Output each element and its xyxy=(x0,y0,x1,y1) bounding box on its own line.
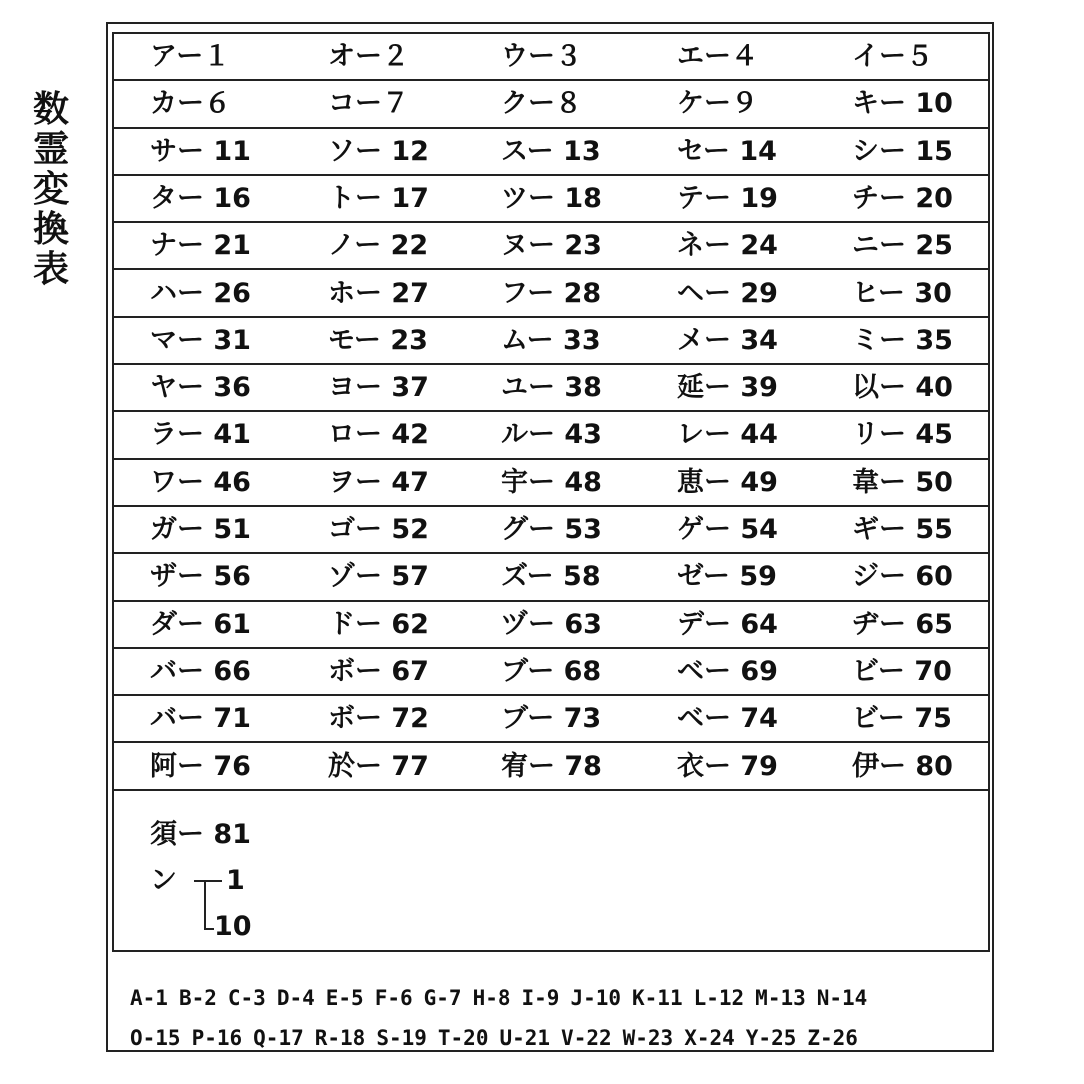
alphabet-item: Y-25 xyxy=(745,1026,797,1050)
table-cell: ヨー 37 xyxy=(328,372,429,404)
table-cell: ズー 58 xyxy=(501,561,601,593)
table-cell: ソー 12 xyxy=(328,135,429,167)
table-cell: ゾー 57 xyxy=(328,561,429,593)
table-row xyxy=(114,176,988,223)
alphabet-item: V-22 xyxy=(561,1026,612,1050)
table-cell: ブー 73 xyxy=(501,703,602,735)
table-row xyxy=(114,81,988,128)
table-cell: バー 71 xyxy=(150,703,251,735)
table-cell: ヤー 36 xyxy=(150,372,251,404)
table-cell: チー 20 xyxy=(852,182,953,214)
table-cell: グー 53 xyxy=(501,514,602,545)
title-char: 変 xyxy=(32,169,69,210)
table-cell: ゴー 52 xyxy=(328,514,429,545)
table-cell: ナー 21 xyxy=(150,230,251,262)
table-cell: ルー 43 xyxy=(501,419,602,451)
table-row xyxy=(114,34,988,81)
table-cell: ベー 69 xyxy=(677,655,778,687)
table-cell: 於ー 77 xyxy=(328,750,429,782)
table-cell: ムー 33 xyxy=(501,324,601,356)
table-cell: リー 45 xyxy=(852,419,953,451)
title-char: 霊 xyxy=(32,129,69,170)
table-cell: バー 66 xyxy=(150,655,251,687)
alphabet-line-2 xyxy=(130,1026,869,1050)
table-row xyxy=(114,271,988,318)
alphabet-item: G-7 xyxy=(423,986,462,1010)
table-row xyxy=(114,696,988,743)
table-cell: カー６ xyxy=(150,88,231,120)
table-cell: トー 17 xyxy=(328,182,429,214)
table-cell: イー５ xyxy=(852,41,933,72)
alphabet-item: K-11 xyxy=(632,986,683,1010)
table-cell: ケー９ xyxy=(677,88,758,120)
table-cell: ヂー 65 xyxy=(852,608,953,640)
alphabet-item: H-8 xyxy=(472,986,511,1010)
table-row xyxy=(114,412,988,459)
alphabet-item: D-4 xyxy=(276,986,315,1010)
su-entry: 須ー 81 xyxy=(150,819,251,850)
table-row xyxy=(114,554,988,601)
n-entry xyxy=(150,858,270,968)
table-cell: ゲー 54 xyxy=(677,514,778,545)
table-cell: ガー 51 xyxy=(150,514,251,545)
alphabet-item: I-9 xyxy=(521,986,560,1010)
title-char: 数 xyxy=(32,89,69,130)
table-cell: サー 11 xyxy=(150,135,251,167)
alphabet-item: T-20 xyxy=(437,1026,489,1050)
table-cell: ギー 55 xyxy=(852,514,953,545)
alphabet-item: M-13 xyxy=(755,986,806,1010)
table-cell: ロー 42 xyxy=(328,419,429,451)
table-cell: ツー 18 xyxy=(501,182,602,214)
table-cell: 以ー 40 xyxy=(852,372,953,404)
table-cell: ビー 70 xyxy=(852,655,952,687)
table-cell: 宥ー 78 xyxy=(501,750,602,782)
table-cell: ボー 72 xyxy=(328,703,429,735)
alphabet-line-1 xyxy=(130,986,878,1010)
alphabet-item: O-15 xyxy=(130,1026,181,1050)
alphabet-item: A-1 xyxy=(130,986,168,1010)
table-cell: クー８ xyxy=(501,88,582,120)
table-cell: 衣ー 79 xyxy=(677,750,778,782)
table-cell: ジー 60 xyxy=(852,561,953,593)
table-cell: セー 14 xyxy=(677,135,777,167)
alphabet-item: J-10 xyxy=(570,986,622,1010)
table-cell: ザー 56 xyxy=(150,561,251,593)
n-bracket-top xyxy=(194,880,222,882)
n-value-ten: 10 xyxy=(214,911,252,942)
table-row xyxy=(114,649,988,696)
n-value-one: 1 xyxy=(226,865,245,896)
table-cell: ボー 67 xyxy=(328,655,429,687)
table-cell: ノー 22 xyxy=(328,230,429,262)
alphabet-item: E-5 xyxy=(325,986,364,1010)
table-cell: ゼー 59 xyxy=(677,561,777,593)
table-cell: エー４ xyxy=(677,41,758,72)
alphabet-item: W-23 xyxy=(622,1026,674,1050)
table-cell: ビー 75 xyxy=(852,703,952,735)
side-title xyxy=(28,90,74,290)
table-cell: レー 44 xyxy=(677,419,778,451)
table-cell: ヌー 23 xyxy=(501,230,602,262)
table-cell: ヘー 29 xyxy=(677,277,778,309)
table-cell: 恵ー 49 xyxy=(677,466,778,498)
table-row xyxy=(114,460,988,507)
alphabet-item: U-21 xyxy=(499,1026,551,1050)
table-cell: ネー 24 xyxy=(677,230,778,262)
table-cell: キー 10 xyxy=(852,88,953,120)
table-row xyxy=(114,318,988,365)
table-cell: マー 31 xyxy=(150,324,251,356)
table-cell: フー 28 xyxy=(501,277,602,309)
table-cell: ター 16 xyxy=(150,182,251,214)
table-cell: ヲー 47 xyxy=(328,466,429,498)
table-cell: 伊ー 80 xyxy=(852,750,953,782)
n-kana: ン xyxy=(150,865,177,896)
table-cell: 宇ー 48 xyxy=(501,466,602,498)
table-cell: ミー 35 xyxy=(852,324,953,356)
alphabet-item: C-3 xyxy=(227,986,266,1010)
alphabet-item: B-2 xyxy=(178,986,217,1010)
table-cell: ユー 38 xyxy=(501,372,602,404)
n-bracket-stem xyxy=(204,880,206,930)
table-cell: ブー 68 xyxy=(501,655,602,687)
table-cell: コー７ xyxy=(328,88,409,120)
title-char: 表 xyxy=(32,249,69,290)
table-cell: ドー 62 xyxy=(328,608,429,640)
table-cell: ヅー 63 xyxy=(501,608,602,640)
table-cell: 韋ー 50 xyxy=(852,466,953,498)
table-row xyxy=(114,507,988,554)
table-cell: アー１ xyxy=(150,41,231,72)
alphabet-item: R-18 xyxy=(314,1026,366,1050)
table-cell: ホー 27 xyxy=(328,277,429,309)
table-cell: モー 23 xyxy=(328,324,428,356)
table-cell: ダー 61 xyxy=(150,608,251,640)
alphabet-item: N-14 xyxy=(816,986,868,1010)
alphabet-item: P-16 xyxy=(191,1026,243,1050)
alphabet-item: F-6 xyxy=(374,986,413,1010)
n-bracket-foot xyxy=(204,928,214,930)
table-cell: メー 34 xyxy=(677,324,778,356)
conversion-table xyxy=(112,32,990,952)
table-cell: ベー 74 xyxy=(677,703,778,735)
table-cell: テー 19 xyxy=(677,182,778,214)
table-cell: 延ー 39 xyxy=(677,372,778,404)
table-row xyxy=(114,744,988,791)
table-row xyxy=(114,129,988,176)
table-row xyxy=(114,365,988,412)
alphabet-item: Z-26 xyxy=(807,1026,858,1050)
table-cell: ワー 46 xyxy=(150,466,251,498)
alphabet-item: L-12 xyxy=(693,986,745,1010)
table-cell: ラー 41 xyxy=(150,419,251,451)
table-cell: ヒー 30 xyxy=(852,277,952,309)
table-cell: ハー 26 xyxy=(150,277,251,309)
alphabet-item: Q-17 xyxy=(253,1026,304,1050)
table-cell: 阿ー 76 xyxy=(150,750,251,782)
table-cell: ニー 25 xyxy=(852,230,953,262)
table-row xyxy=(114,602,988,649)
table-cell: ウー３ xyxy=(501,41,582,72)
table-row xyxy=(114,223,988,270)
alphabet-item: S-19 xyxy=(376,1026,427,1050)
alphabet-item: X-24 xyxy=(684,1026,735,1050)
table-cell: デー 64 xyxy=(677,608,778,640)
table-cell: シー 15 xyxy=(852,135,953,167)
table-cell: スー 13 xyxy=(501,135,601,167)
table-cell: オー２ xyxy=(328,41,409,72)
title-char: 換 xyxy=(32,209,69,250)
